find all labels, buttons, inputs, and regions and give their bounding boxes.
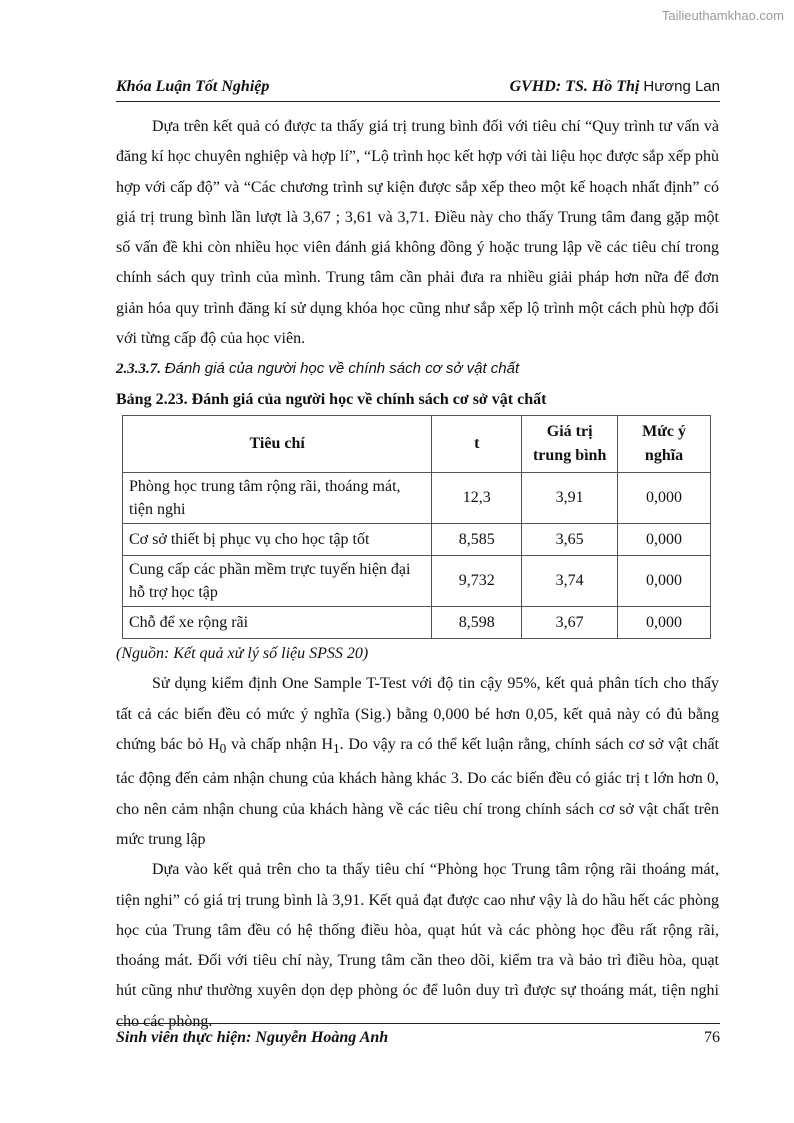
- table-caption: Bảng 2.23. Đánh giá của người học về chính sách cơ sở vật chất: [116, 390, 547, 408]
- header-criteria: Tiêu chí: [123, 415, 432, 472]
- header-thesis-title: Khóa Luận Tốt Nghiệp: [116, 78, 270, 95]
- header-advisor-name: Hương Lan: [643, 78, 720, 95]
- page-body: [116, 112, 719, 1037]
- t-cell: 8,585: [432, 523, 522, 555]
- table-row: [123, 555, 711, 606]
- t-cell: 12,3: [432, 472, 522, 523]
- page-number: 76: [704, 1029, 720, 1046]
- mean-cell: 3,74: [522, 555, 618, 606]
- header-t: t: [432, 415, 522, 472]
- significance-cell: 0,000: [618, 472, 711, 523]
- paragraph-1: Dựa trên kết quả có được ta thấy giá trị trung bình đối với tiêu chí “Quy trình tư vấn và đăng kí học chuyên nghiệp và hợp lí”, “Lộ trình học kết hợp với tài liệu học được sắp xếp phù hợp với cấp độ” và “Các chương trình sự kiện được sắp xếp theo một kế hoạch nhất định” có giá trị trung bình lần lượt là 3,67 ; 3,61 và 3,71. Điều này cho thấy Trung tâm đang gặp một số vấn đề khi còn nhiều học viên đánh giá không đồng ý hoặc trung lập về các tiêu chí trong chính sách quy trình của mình. Trung tâm cần phải đưa ra nhiều giải pháp hơn nữa để đơn giản hóa quy trình đăng kí sử dụng khóa học cũng như sắp xếp lộ trình một cách phù hợp đối với từng cấp độ của học viên.: [116, 118, 719, 348]
- watermark-text: Tailieuthamkhao.com: [661, 8, 784, 23]
- footer-student: Sinh viên thực hiện: Nguyễn Hoàng Anh: [116, 1029, 389, 1046]
- paragraph-2-part-3: . Do vậy ra có thể kết luận rằng, chính sách cơ sở vật chất tác động đến cảm nhận chung của khách hàng khác 3. Do các biến đều có giác trị t lớn hơn 0, cho nên cảm nhận chung của khách hàng về các tiêu chí trong chính sách cơ sở vật chất trên mức trung lập: [116, 735, 719, 848]
- criteria-cell: Cung cấp các phần mềm trực tuyến hiện đại hỗ trợ học tập: [123, 555, 432, 606]
- footer-rule: [116, 1023, 720, 1024]
- table-header-row: [123, 415, 711, 472]
- section-number: 2.3.3.7.: [116, 361, 161, 378]
- header-mean: Giá trị trung bình: [522, 415, 618, 472]
- h0-subscript: 0: [219, 741, 227, 757]
- section-heading: [116, 354, 719, 384]
- significance-cell: 0,000: [618, 523, 711, 555]
- criteria-cell: Cơ sở thiết bị phục vụ cho học tập tốt: [123, 523, 432, 555]
- section-title: Đánh giá của người học về chính sách cơ sở vật chất: [164, 360, 520, 378]
- header-advisor: [510, 78, 720, 96]
- table-source: (Nguồn: Kết quả xử lý số liệu SPSS 20): [116, 644, 369, 662]
- t-cell: 8,598: [432, 606, 522, 638]
- header-advisor-label: GVHD: TS. Hồ Thị: [509, 78, 640, 95]
- significance-cell: 0,000: [618, 555, 711, 606]
- paragraph-3: Dựa vào kết quả trên cho ta thấy tiêu chí “Phòng học Trung tâm rộng rãi thoáng mát, tiện nghi” có giá trị trung bình là 3,91. Kết quả đạt được cao như vậy là do hầu hết các phòng học của Trung tâm đều có hệ thống điều hòa, quạt hút và các phòng học đều rất rộng rãi, thoáng mát. Đối với tiêu chí này, Trung tâm cần theo dõi, kiểm tra và bảo trì điều hòa, quạt hút cũng như thường xuyên dọn dẹp phòng óc để luôn duy trì được sự thoáng mát, tiện nghi cho các phòng.: [116, 861, 719, 1030]
- criteria-cell: Chỗ để xe rộng rãi: [123, 606, 432, 638]
- header-significance: Mức ý nghĩa: [618, 415, 711, 472]
- table-row: [123, 606, 711, 638]
- paragraph-2: [116, 669, 719, 855]
- table-row: [123, 472, 711, 523]
- paragraph-2-part-2: và chấp nhận H: [226, 735, 333, 753]
- mean-cell: 3,67: [522, 606, 618, 638]
- criteria-cell: Phòng học trung tâm rộng rãi, thoáng mát, tiện nghi: [123, 472, 432, 523]
- evaluation-table: [122, 415, 711, 639]
- mean-cell: 3,65: [522, 523, 618, 555]
- paragraph-2-part-1: Sử dụng kiểm định One Sample T-Test với độ tin cậy 95%, kết quả phân tích cho thấy tất cả các biến đều có mức ý nghĩa (Sig.) bằng 0,000 bé hơn 0,05, kết quả này có đủ bằng chứng bác bỏ H: [116, 675, 719, 753]
- header-rule: [116, 101, 720, 102]
- h1-subscript: 1: [333, 741, 340, 757]
- significance-cell: 0,000: [618, 606, 711, 638]
- table-row: [123, 523, 711, 555]
- mean-cell: 3,91: [522, 472, 618, 523]
- page-header: [116, 78, 720, 100]
- t-cell: 9,732: [432, 555, 522, 606]
